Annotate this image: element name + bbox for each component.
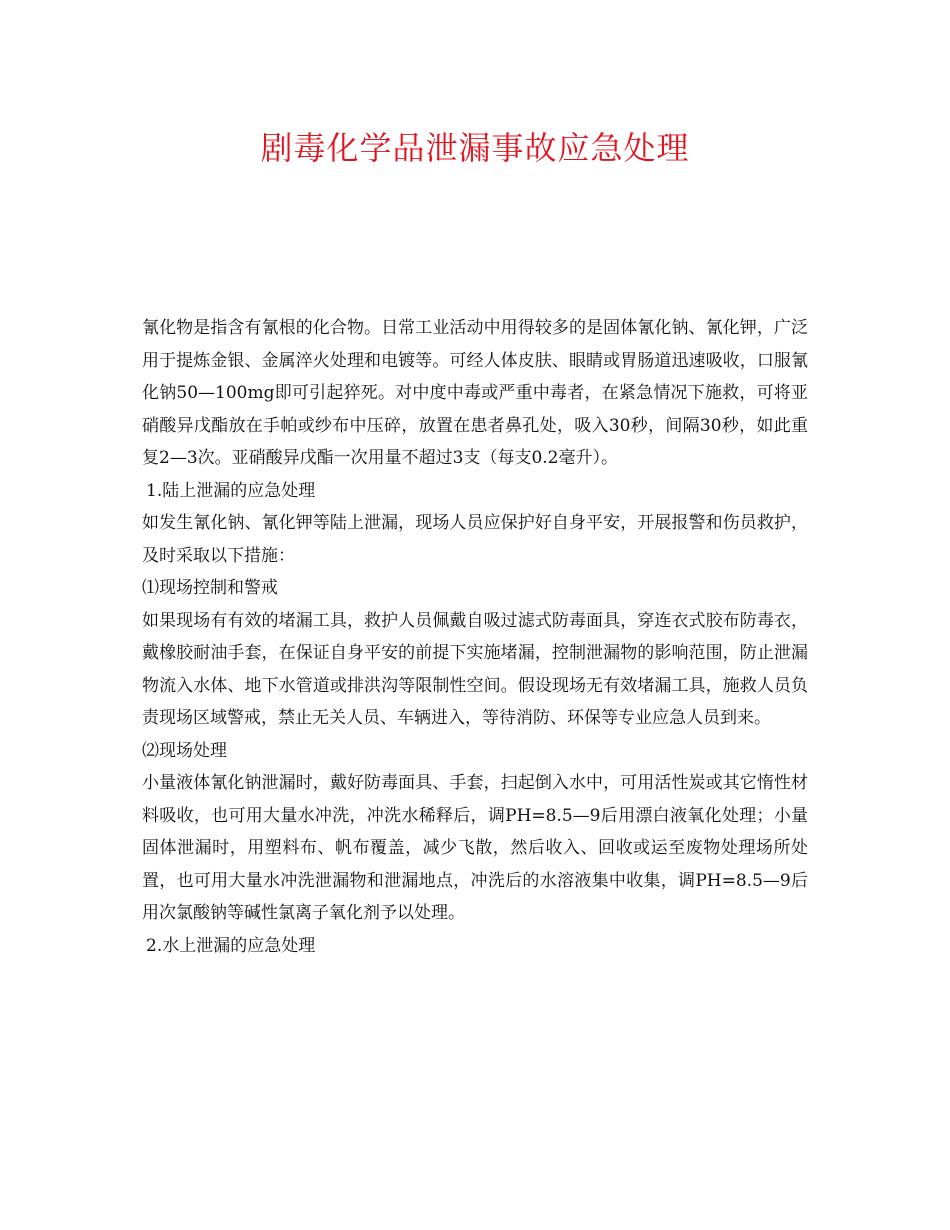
section-2-heading: 2.水上泄漏的应急处理 — [146, 935, 316, 956]
document-body — [142, 312, 808, 962]
subsection-1-heading: ⑴现场控制和警戒 — [142, 578, 278, 598]
intro-paragraph: 氰化物是指含有氰根的化合物。日常工业活动中用得较多的是固体氰化钠、氰化钾，广泛用于提炼金银、金属淬火处理和电镀等。可经人体皮肤、眼睛或胃肠道迅速吸收，口服氰化钠50—100mg即可引起猝死。对中度中毒或严重中毒者，在紧急情况下施救，可将亚硝酸异戊酯放在手帕或纱布中压碎，放置在患者鼻孔处，吸入30秒，间隔30秒，如此重复2—3次。亚硝酸异戊酯一次用量不超过3支（每支0.2毫升）。 — [142, 318, 808, 468]
subsection-1-paragraph: 如果现场有有效的堵漏工具，救护人员佩戴自吸过滤式防毒面具，穿连衣式胶布防毒衣，戴橡胶耐油手套，在保证自身平安的前提下实施堵漏，控制泄漏物的影响范围，防止泄漏物流入水体、地下水管道或排洪沟等限制性空间。假设现场无有效堵漏工具，施救人员负责现场区域警戒，禁止无关人员、车辆进入，等待消防、环保等专业应急人员到来。 — [142, 610, 808, 728]
subsection-2-paragraph: 小量液体氰化钠泄漏时，戴好防毒面具、手套，扫起倒入水中，可用活性炭或其它惰性材料吸收，也可用大量水冲洗，冲洗水稀释后，调PH=8.5—9后用漂白液氧化处理；小量固体泄漏时，用塑料布、帆布覆盖，减少飞散，然后收入、回收或运至废物处理场所处置，也可用大量水冲洗泄漏物和泄漏地点，冲洗后的水溶液集中收集，调PH=8.5—9后用次氯酸钠等碱性氯离子氧化剂予以处理。 — [142, 773, 808, 923]
subsection-2-heading: ⑵现场处理 — [142, 740, 227, 761]
document-title: 剧毒化学品泄漏事故应急处理 — [260, 129, 690, 167]
section-1-paragraph: 如发生氰化钠、氰化钾等陆上泄漏，现场人员应保护好自身平安，开展报警和伤员救护，及时采取以下措施： — [142, 513, 808, 566]
section-1-heading: 1.陆上泄漏的应急处理 — [146, 480, 316, 501]
